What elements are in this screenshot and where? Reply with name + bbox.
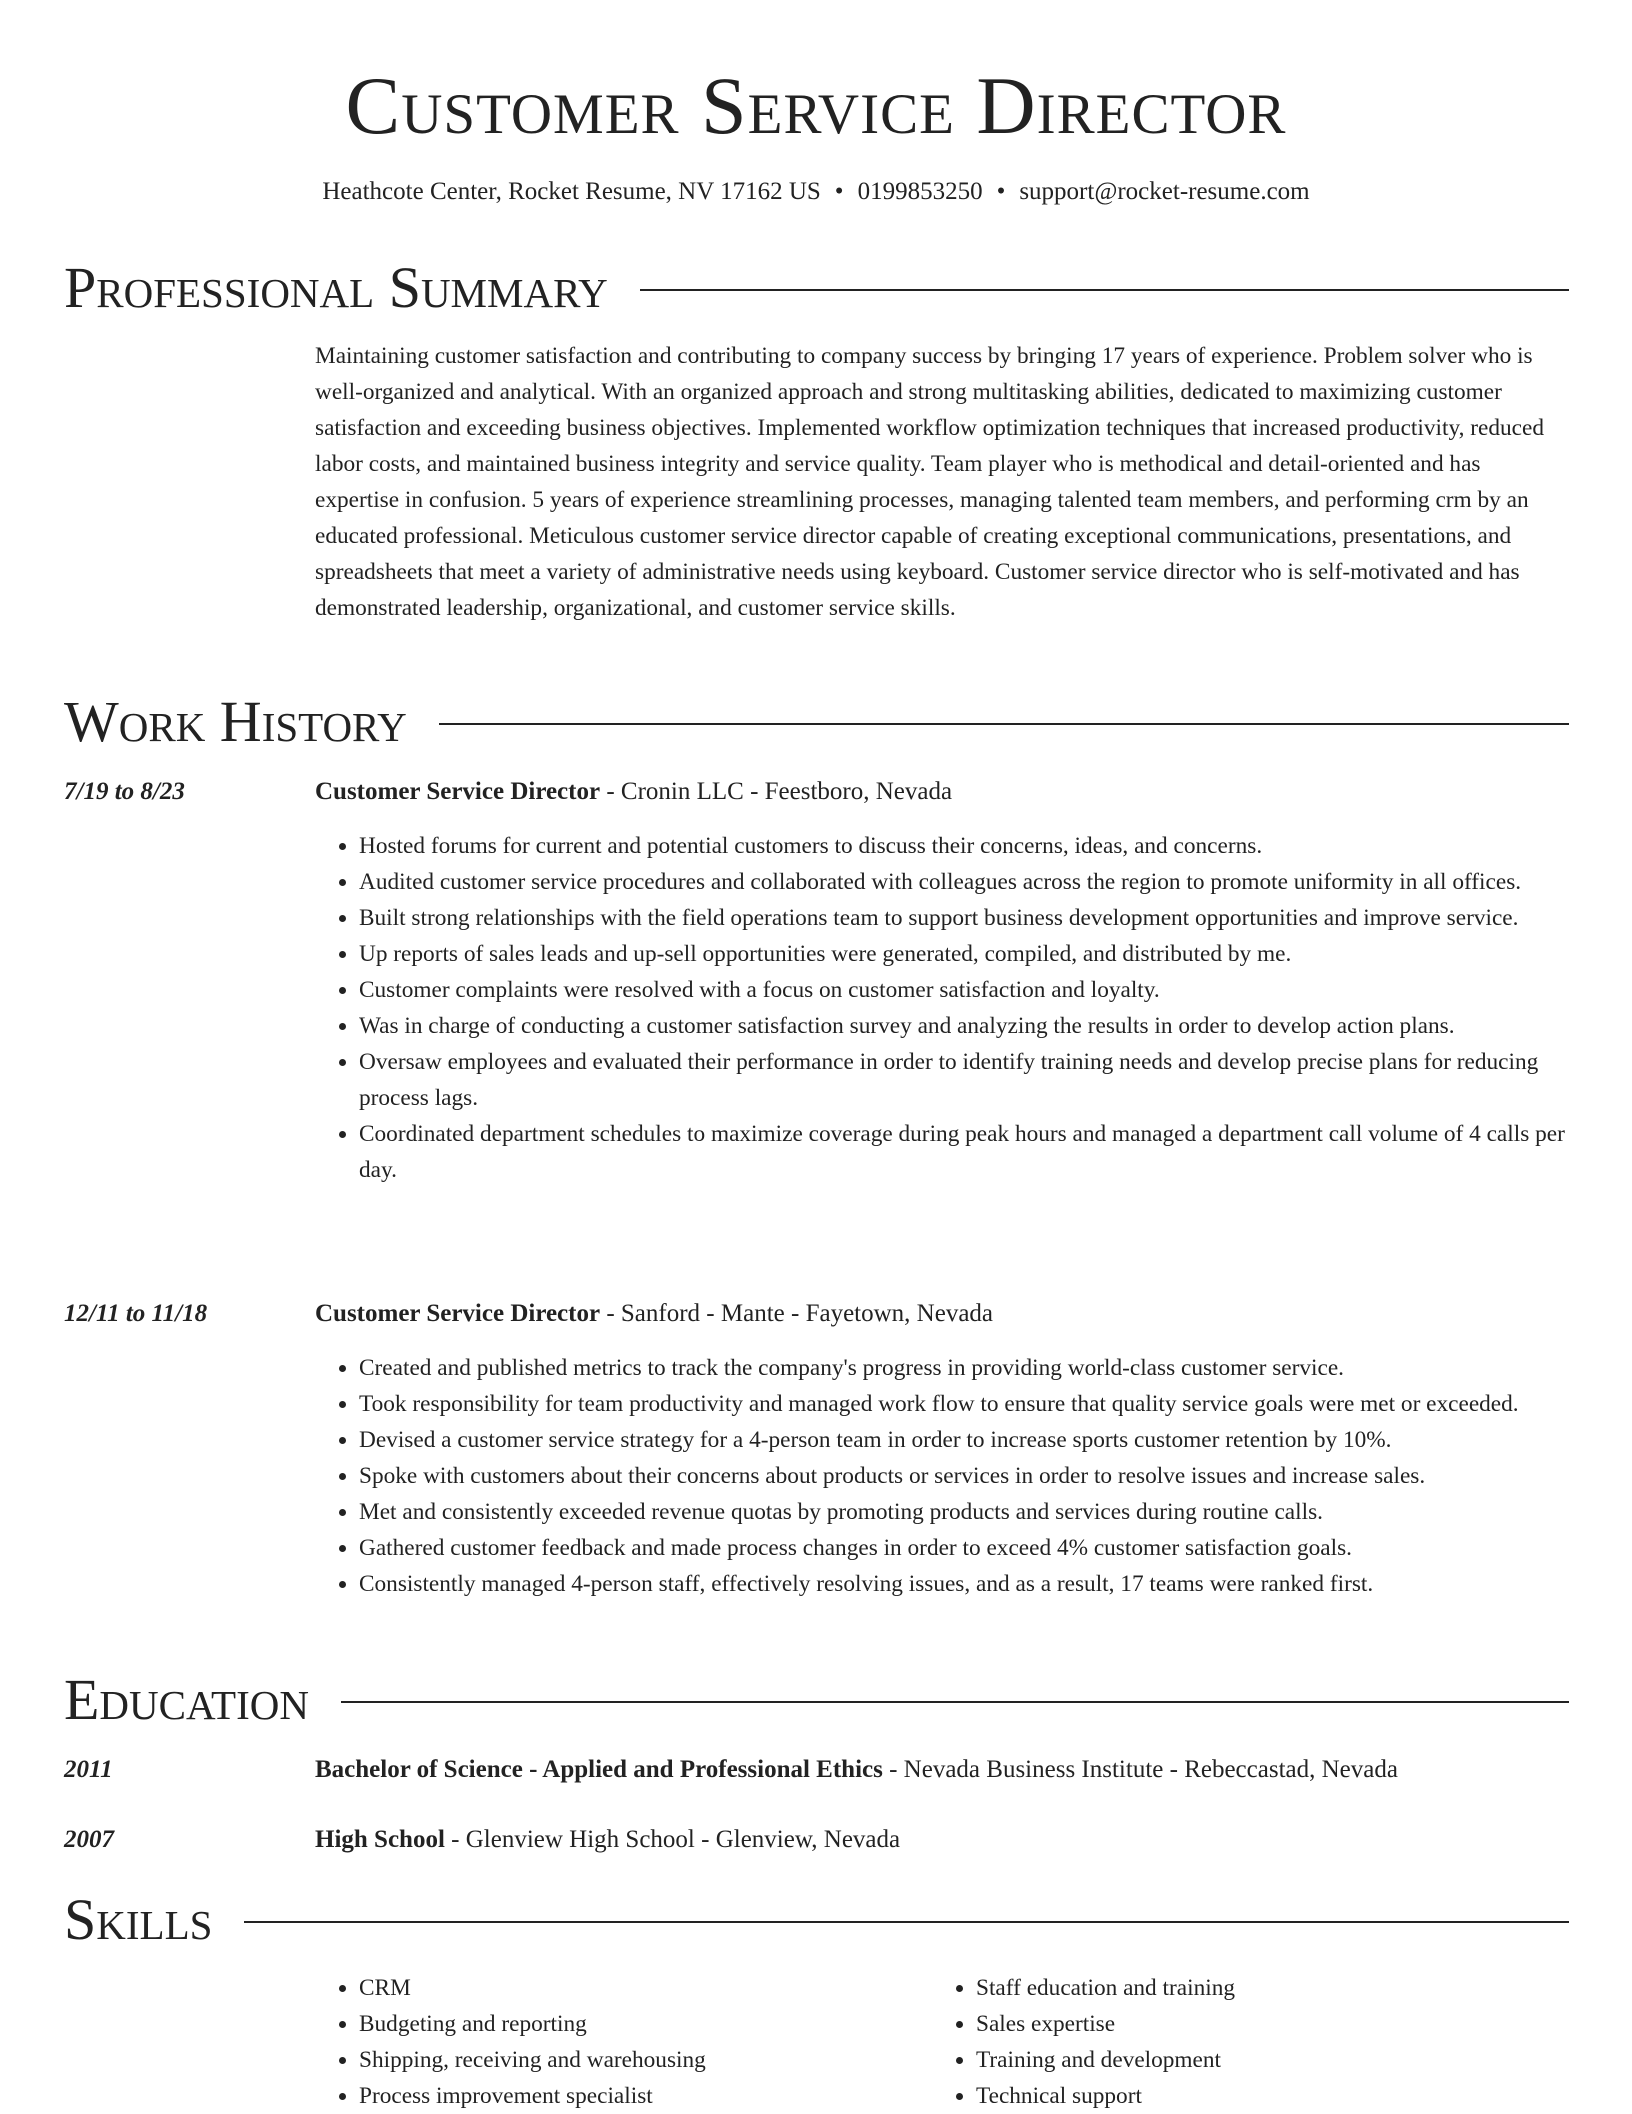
section-header-summary bbox=[64, 256, 1569, 320]
skill-item: • Technical support bbox=[976, 2078, 1532, 2114]
contact-separator: • bbox=[996, 178, 1006, 205]
education-year: 2011 bbox=[64, 1756, 113, 1783]
skill-item: • Process improvement specialist bbox=[359, 2078, 915, 2114]
section-divider bbox=[341, 1701, 1569, 1703]
job-heading bbox=[315, 1296, 1569, 1332]
skill-item: • Sales expertise bbox=[976, 2006, 1532, 2042]
job-bullet: • Up reports of sales leads and up-sell opportunities were generated, compiled, and distributed by me. bbox=[359, 936, 1569, 972]
contact-phone: 0199853250 bbox=[857, 178, 983, 205]
job-dates: 12/11 to 11/18 bbox=[64, 1300, 208, 1327]
job-bullet: • Customer complaints were resolved with a focus on customer satisfaction and loyalty. bbox=[359, 972, 1569, 1008]
section-title-work-history: Work History bbox=[64, 689, 407, 754]
job-bullet: • Took responsibility for team productivity and managed work flow to ensure that quality service goals were met or exceeded. bbox=[359, 1386, 1569, 1422]
section-title-summary: Professional Summary bbox=[64, 255, 608, 320]
education-school: - Glenview High School - Glenview, Nevada bbox=[444, 1826, 901, 1853]
skill-item: • Budgeting and reporting bbox=[359, 2006, 915, 2042]
education-entry bbox=[315, 1822, 1569, 1858]
job-bullet-list bbox=[315, 828, 1569, 1188]
job-employer-location: - Sanford - Mante - Fayetown, Nevada bbox=[600, 1300, 994, 1327]
contact-address: Heathcote Center, Rocket Resume, NV 17162 US bbox=[322, 178, 821, 205]
job-title: Customer Service Director bbox=[315, 1300, 601, 1327]
job-bullet: • Coordinated department schedules to maximize coverage during peak hours and managed a department call volume of 4 calls per day. bbox=[359, 1116, 1569, 1188]
section-header-skills bbox=[64, 1888, 1569, 1952]
job-bullet: • Spoke with customers about their concerns about products or services in order to resolve issues and increase sales. bbox=[359, 1458, 1569, 1494]
education-degree: Bachelor of Science - Applied and Professional Ethics bbox=[315, 1756, 883, 1783]
job-bullet: • Was in charge of conducting a customer satisfaction survey and analyzing the results in order to develop action plans. bbox=[359, 1008, 1569, 1044]
education-school: - Nevada Business Institute - Rebeccastad, Nevada bbox=[882, 1756, 1398, 1783]
job-bullet: • Audited customer service procedures and collaborated with colleagues across the region to promote uniformity in all offices. bbox=[359, 864, 1569, 900]
job-bullet: • Oversaw employees and evaluated their performance in order to identify training needs and develop precise plans for reducing process lags. bbox=[359, 1044, 1569, 1116]
job-bullet: • Hosted forums for current and potential customers to discuss their concerns, ideas, and concerns. bbox=[359, 828, 1569, 864]
skill-item: • Shipping, receiving and warehousing bbox=[359, 2042, 915, 2078]
skill-item: • Training and development bbox=[976, 2042, 1532, 2078]
section-title-education: Education bbox=[64, 1667, 309, 1732]
job-heading bbox=[315, 774, 1569, 810]
job-employer-location: - Cronin LLC - Feestboro, Nevada bbox=[600, 778, 953, 805]
summary-paragraph: Maintaining customer satisfaction and contributing to company success by bringing 17 years of experience. Problem solver who is well-organized and analytical. With an organized approach and strong multitasking abilities, dedicated to maximizing customer satisfaction and exceeding business objectives. Implemented workflow optimization techniques that increased productivity, reduced labor costs, and maintained business integrity and service quality. Team player who is methodical and detail-oriented and has expertise in confusion. 5 years of experience streamlining processes, managing talented team members, and performing crm by an educated professional. Meticulous customer service director capable of creating exceptional communications, presentations, and spreadsheets that meet a variety of administrative needs using keyboard. Customer service director who is self-motivated and has demonstrated leadership, organizational, and customer service skills. bbox=[315, 343, 1544, 621]
contact-line bbox=[0, 176, 1632, 208]
section-divider bbox=[640, 289, 1569, 291]
section-divider bbox=[439, 723, 1569, 725]
skill-item: • Staff education and training bbox=[976, 1970, 1532, 2006]
job-bullet: • Created and published metrics to track the company's progress in providing world-class customer service. bbox=[359, 1350, 1569, 1386]
resume-name: Customer Service Director bbox=[345, 60, 1287, 151]
job-dates: 7/19 to 8/23 bbox=[64, 778, 185, 805]
skill-item: • CRM bbox=[359, 1970, 915, 2006]
job-bullet: • Built strong relationships with the field operations team to support business development opportunities and improve service. bbox=[359, 900, 1569, 936]
job-bullet-list bbox=[315, 1350, 1569, 1602]
section-header-education bbox=[64, 1668, 1569, 1732]
section-header-work-history bbox=[64, 690, 1569, 754]
skills-list-right bbox=[932, 1970, 1532, 2114]
contact-email: support@rocket-resume.com bbox=[1019, 178, 1310, 205]
education-year: 2007 bbox=[64, 1826, 114, 1853]
job-bullet: • Gathered customer feedback and made process changes in order to exceed 4% customer satisfaction goals. bbox=[359, 1530, 1569, 1566]
section-title-skills: Skills bbox=[64, 1887, 213, 1952]
education-degree: High School bbox=[315, 1826, 445, 1853]
education-entry bbox=[315, 1752, 1569, 1788]
contact-separator: • bbox=[834, 178, 844, 205]
section-divider bbox=[244, 1921, 1569, 1923]
job-title: Customer Service Director bbox=[315, 778, 601, 805]
job-bullet: • Devised a customer service strategy for a 4-person team in order to increase sports customer retention by 10%. bbox=[359, 1422, 1569, 1458]
skills-list-left bbox=[315, 1970, 915, 2114]
job-bullet: • Consistently managed 4-person staff, effectively resolving issues, and as a result, 17 teams were ranked first. bbox=[359, 1566, 1569, 1602]
job-bullet: • Met and consistently exceeded revenue quotas by promoting products and services during routine calls. bbox=[359, 1494, 1569, 1530]
